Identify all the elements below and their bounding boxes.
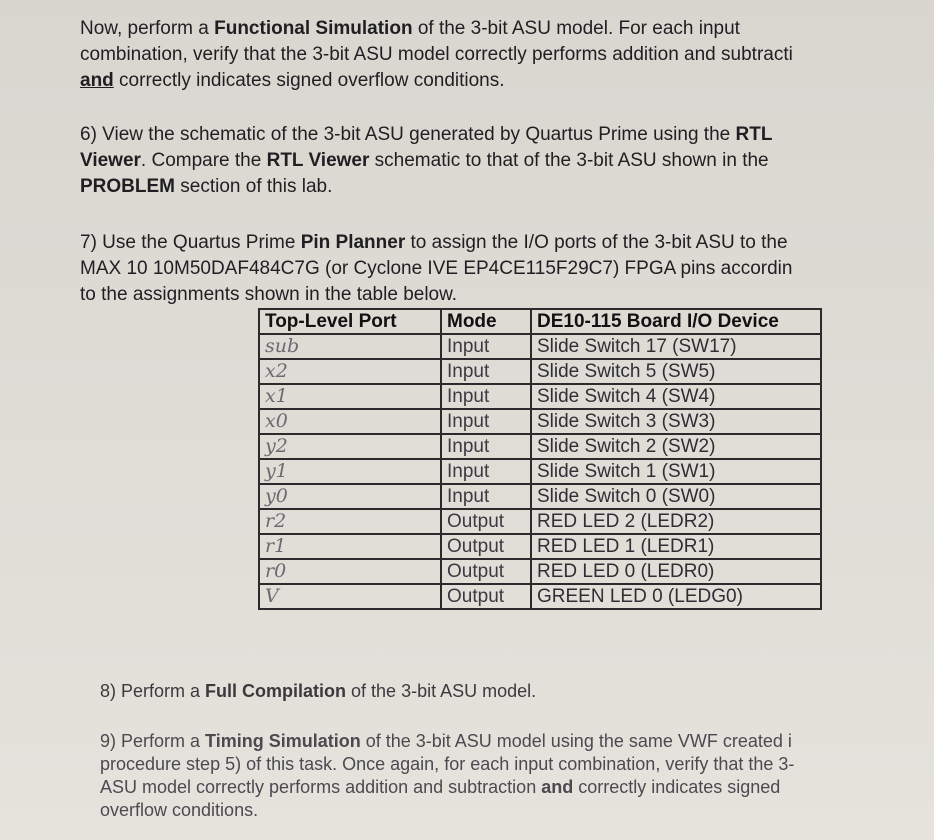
device-cell: Slide Switch 1 (SW1) <box>531 459 821 484</box>
line <box>80 122 772 148</box>
bold-text: Timing Simulation <box>205 731 361 751</box>
bold-text: RTL Viewer <box>266 150 370 171</box>
table-row <box>259 484 821 509</box>
text: ASU model correctly performs addition and subtraction <box>100 777 542 797</box>
device-cell: Slide Switch 0 (SW0) <box>531 484 821 509</box>
port-cell: y0 <box>259 484 441 509</box>
line <box>80 16 793 42</box>
table-row <box>259 534 821 559</box>
port-cell: r1 <box>259 534 441 559</box>
timing-simulation-paragraph <box>100 730 794 822</box>
text: of the 3-bit ASU model using the same VWF created i <box>360 731 792 751</box>
text: correctly indicates signed <box>573 777 781 797</box>
table-row <box>259 584 821 609</box>
port-cell: y1 <box>259 459 441 484</box>
mode-cell: Input <box>441 334 531 359</box>
mode-cell: Output <box>441 559 531 584</box>
device-cell: Slide Switch 2 (SW2) <box>531 434 821 459</box>
line <box>100 730 794 753</box>
bold-text: Pin Planner <box>300 232 406 253</box>
line <box>80 230 792 256</box>
text: to assign the I/O ports of the 3-bit ASU to the <box>405 232 788 253</box>
device-cell: Slide Switch 17 (SW17) <box>531 334 821 359</box>
bold-text: Full Compilation <box>205 681 347 701</box>
text: . Compare the <box>140 150 267 171</box>
port-cell: x2 <box>259 359 441 384</box>
port-cell: y2 <box>259 434 441 459</box>
table-row <box>259 434 821 459</box>
port-cell: x1 <box>259 384 441 409</box>
table-row <box>259 409 821 434</box>
column-header: Top-Level Port <box>259 309 441 334</box>
underlined-text: and <box>80 70 114 91</box>
device-cell: RED LED 1 (LEDR1) <box>531 534 821 559</box>
text: schematic to that of the 3-bit ASU shown in the <box>369 150 769 171</box>
device-cell: Slide Switch 3 (SW3) <box>531 409 821 434</box>
mode-cell: Output <box>441 509 531 534</box>
device-cell: Slide Switch 5 (SW5) <box>531 359 821 384</box>
rtl-viewer-paragraph <box>80 122 772 200</box>
bold-text: Viewer <box>80 150 141 171</box>
text: correctly indicates signed overflow conditions. <box>113 70 505 91</box>
device-cell: RED LED 0 (LEDR0) <box>531 559 821 584</box>
line <box>80 148 772 174</box>
line <box>80 68 793 94</box>
mode-cell: Output <box>441 584 531 609</box>
bold-text: PROBLEM <box>80 176 175 197</box>
line: overflow conditions. <box>100 800 259 820</box>
column-header: DE10-115 Board I/O Device <box>531 309 821 334</box>
table-row <box>259 359 821 384</box>
device-cell: Slide Switch 4 (SW4) <box>531 384 821 409</box>
table-row <box>259 559 821 584</box>
pin-assignment-table <box>258 308 822 610</box>
text: of the 3-bit ASU model. <box>346 681 537 701</box>
functional-simulation-paragraph <box>80 16 793 94</box>
column-header: Mode <box>441 309 531 334</box>
text: 6) View the schematic of the 3-bit ASU generated by Quartus Prime using the <box>80 124 736 145</box>
text: Now, perform a <box>80 18 215 39</box>
mode-cell: Input <box>441 384 531 409</box>
port-cell: r0 <box>259 559 441 584</box>
table-row <box>259 384 821 409</box>
bold-text: and <box>541 777 574 797</box>
mode-cell: Input <box>441 459 531 484</box>
line: procedure step 5) of this task. Once again, for each input combination, verify that the 3- <box>100 754 795 774</box>
mode-cell: Input <box>441 409 531 434</box>
port-cell: sub <box>259 334 441 359</box>
line <box>100 776 794 799</box>
table-row <box>259 459 821 484</box>
port-cell: V <box>259 584 441 609</box>
mode-cell: Input <box>441 359 531 384</box>
table-row <box>259 509 821 534</box>
mode-cell: Input <box>441 484 531 509</box>
table-header-row <box>259 309 821 334</box>
device-cell: GREEN LED 0 (LEDG0) <box>531 584 821 609</box>
full-compilation-paragraph <box>100 678 536 704</box>
line <box>80 174 772 200</box>
bold-text: Functional Simulation <box>214 18 413 39</box>
line: combination, verify that the 3-bit ASU model correctly performs addition and subtracti <box>80 44 793 65</box>
bold-text: RTL <box>735 124 773 145</box>
mode-cell: Output <box>441 534 531 559</box>
pin-planner-paragraph <box>80 230 792 308</box>
port-cell: r2 <box>259 509 441 534</box>
line: MAX 10 10M50DAF484C7G (or Cyclone IVE EP4CE115F29C7) FPGA pins accordin <box>80 258 793 279</box>
port-cell: x0 <box>259 409 441 434</box>
line: to the assignments shown in the table below. <box>80 284 458 305</box>
device-cell: RED LED 2 (LEDR2) <box>531 509 821 534</box>
text: 7) Use the Quartus Prime <box>80 232 301 253</box>
text: 8) Perform a <box>100 681 206 701</box>
text: of the 3-bit ASU model. For each input <box>412 18 740 39</box>
table-row <box>259 334 821 359</box>
text: 9) Perform a <box>100 731 206 751</box>
text: section of this lab. <box>175 176 333 197</box>
mode-cell: Input <box>441 434 531 459</box>
